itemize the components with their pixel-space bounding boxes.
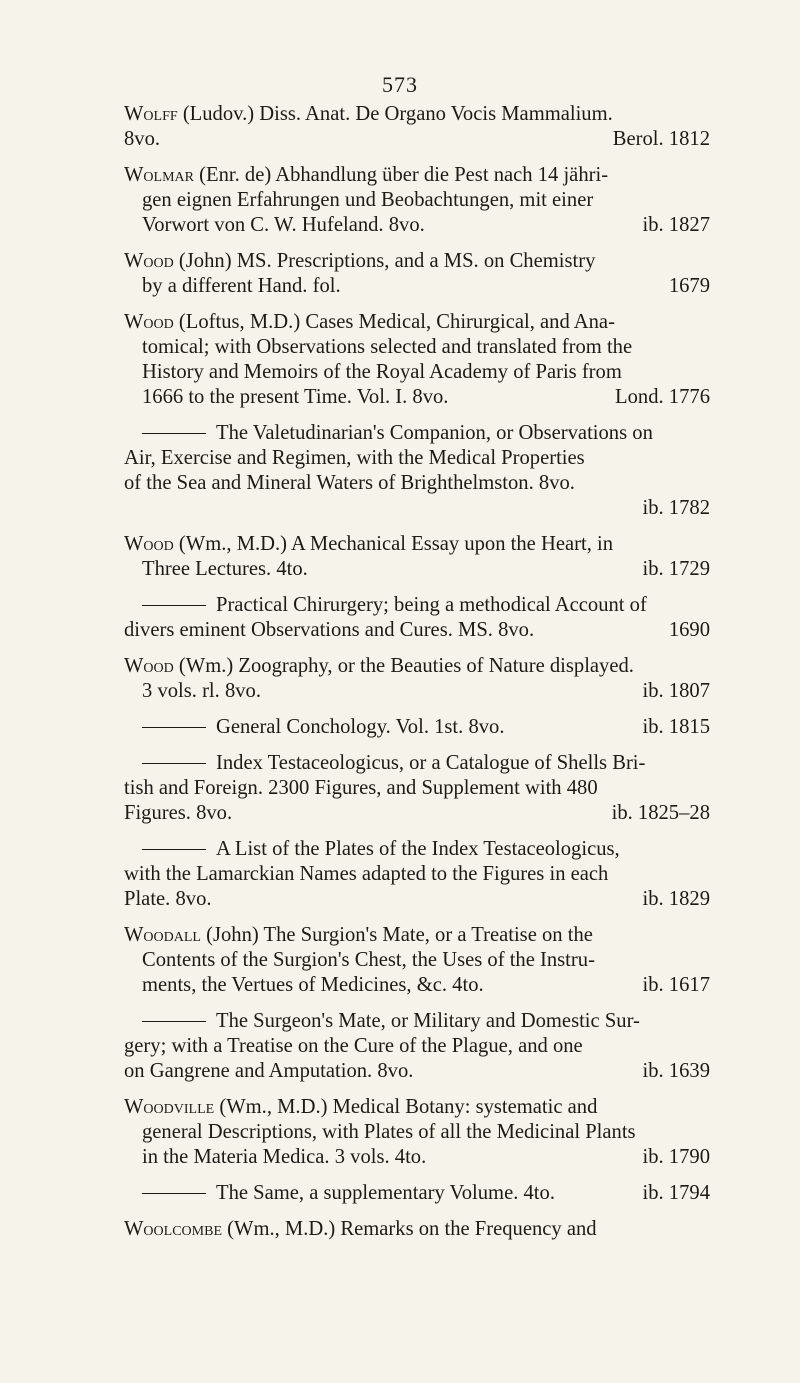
entry-author: Wood — [124, 311, 174, 333]
entry-text: 1666 to the present Time. Vol. I. 8vo. — [142, 386, 449, 408]
entry-wolmar — [124, 163, 710, 238]
entry-wood-loftus — [124, 310, 710, 410]
entry-text: (Wm., M.D.) Medical Botany: systematic and — [214, 1096, 598, 1118]
entry-text: Air, Exercise and Regimen, with the Medical Properties — [124, 447, 585, 469]
entry-author: Woodville — [124, 1096, 215, 1118]
entry-imprint: ib. 1617 — [642, 974, 710, 996]
entry-text: Contents of the Surgion's Chest, the Uses of the Instru- — [142, 949, 595, 971]
entry-text: on Gangrene and Amputation. 8vo. — [124, 1060, 414, 1082]
entry-text: (Wm., M.D.) A Mechanical Essay upon the Heart, in — [173, 533, 614, 555]
entry-index-testaceologicus — [124, 751, 710, 826]
entry-text: Three Lectures. 4to. — [142, 558, 308, 580]
entry-text: with the Lamarckian Names adapted to the Figures in each — [124, 863, 609, 885]
entry-author: Woodall — [124, 924, 201, 946]
entry-author: Wood — [124, 533, 174, 555]
entry-imprint: ib. 1827 — [642, 214, 710, 236]
entry-imprint: ib. 1729 — [642, 558, 710, 580]
entry-text: tish and Foreign. 2300 Figures, and Supplement with 480 — [124, 777, 598, 799]
entry-author: Wood — [124, 250, 174, 272]
entry-text: Figures. 8vo. — [124, 802, 233, 824]
entry-text: gen eignen Erfahrungen und Beobachtungen, mit einer — [142, 189, 594, 211]
entry-text: A List of the Plates of the Index Testaceologicus, — [216, 838, 620, 860]
entry-text: divers eminent Observations and Cures. MS. 8vo. — [124, 619, 535, 641]
entry-text: General Conchology. Vol. 1st. 8vo. — [216, 716, 505, 738]
entry-text: tomical; with Observations selected and translated from the — [142, 336, 633, 358]
entry-wood-john — [124, 249, 710, 299]
ditto-dash — [142, 763, 206, 764]
entry-text: (Wm.) Zoography, or the Beauties of Nature displayed. — [173, 655, 634, 677]
entry-text: 3 vols. rl. 8vo. — [142, 680, 261, 702]
entry-supplementary-volume — [124, 1181, 710, 1206]
entry-imprint: ib. 1807 — [642, 680, 710, 702]
entry-text: in the Materia Medica. 3 vols. 4to. — [142, 1146, 427, 1168]
entry-imprint: ib. 1639 — [642, 1060, 710, 1082]
entry-text: Practical Chirurgery; being a methodical Account of — [216, 594, 647, 616]
entry-text: by a different Hand. fol. — [142, 275, 341, 297]
entry-text: History and Memoirs of the Royal Academy of Paris from — [142, 361, 622, 383]
entry-practical-chirurgery — [124, 593, 710, 643]
entry-text: Plate. 8vo. — [124, 888, 212, 910]
entry-list-of-plates — [124, 837, 710, 912]
entry-text: gery; with a Treatise on the Cure of the Plague, and one — [124, 1035, 583, 1057]
ditto-dash — [142, 849, 206, 850]
entry-general-conchology — [124, 715, 710, 740]
entry-imprint: ib. 1825–28 — [611, 802, 710, 824]
entry-imprint: ib. 1815 — [642, 716, 710, 738]
ditto-dash — [142, 433, 206, 434]
entry-author: Wolff — [124, 103, 178, 125]
entry-woodville — [124, 1095, 710, 1170]
entry-text: The Same, a supplementary Volume. 4to. — [216, 1182, 555, 1204]
entry-wood-wm-heart — [124, 532, 710, 582]
entry-wolff — [124, 102, 710, 152]
entry-text: general Descriptions, with Plates of all the Medicinal Plants — [142, 1121, 636, 1143]
entry-text: The Surgeon's Mate, or Military and Domestic Sur- — [216, 1010, 640, 1032]
entry-text: 8vo. — [124, 128, 161, 150]
ditto-dash — [142, 1021, 206, 1022]
entry-text: (Enr. de) Abhandlung über die Pest nach 14 jähri- — [194, 164, 609, 186]
entry-woodall — [124, 923, 710, 998]
entry-wood-zoography — [124, 654, 710, 704]
entry-text: The Valetudinarian's Companion, or Observations on — [216, 422, 653, 444]
entry-valetudinarian — [124, 421, 710, 521]
entry-imprint: 1690 — [668, 619, 710, 641]
page-number: 573 — [382, 72, 418, 97]
entry-text: (Wm., M.D.) Remarks on the Frequency and — [222, 1218, 597, 1240]
ditto-dash — [142, 1193, 206, 1194]
entry-imprint: ib. 1790 — [642, 1146, 710, 1168]
bibliography-list — [124, 102, 710, 1253]
entry-author: Woolcombe — [124, 1218, 222, 1240]
entry-woolcombe — [124, 1217, 710, 1242]
entry-surgeons-mate — [124, 1009, 710, 1084]
entry-text: Index Testaceologicus, or a Catalogue of Shells Bri- — [216, 752, 646, 774]
entry-text: (Ludov.) Diss. Anat. De Organo Vocis Mammalium. — [177, 103, 613, 125]
entry-text: (John) The Surgion's Mate, or a Treatise on the — [200, 924, 593, 946]
entry-text: (Loftus, M.D.) Cases Medical, Chirurgical, and Ana- — [173, 311, 615, 333]
ditto-dash — [142, 605, 206, 606]
entry-imprint: Lond. 1776 — [615, 386, 710, 408]
entry-imprint: ib. 1794 — [642, 1182, 710, 1204]
entry-imprint: Berol. 1812 — [612, 128, 710, 150]
entry-imprint: ib. 1829 — [642, 888, 710, 910]
ditto-dash — [142, 727, 206, 728]
entry-author: Wolmar — [124, 164, 194, 186]
entry-imprint: ib. 1782 — [642, 497, 710, 519]
entry-text: Vorwort von C. W. Hufeland. 8vo. — [142, 214, 425, 236]
entry-author: Wood — [124, 655, 174, 677]
entry-text: (John) MS. Prescriptions, and a MS. on Chemistry — [173, 250, 596, 272]
entry-text: of the Sea and Mineral Waters of Brighthelmston. 8vo. — [124, 472, 575, 494]
entry-text: ments, the Vertues of Medicines, &c. 4to. — [142, 974, 484, 996]
entry-imprint: 1679 — [668, 275, 710, 297]
